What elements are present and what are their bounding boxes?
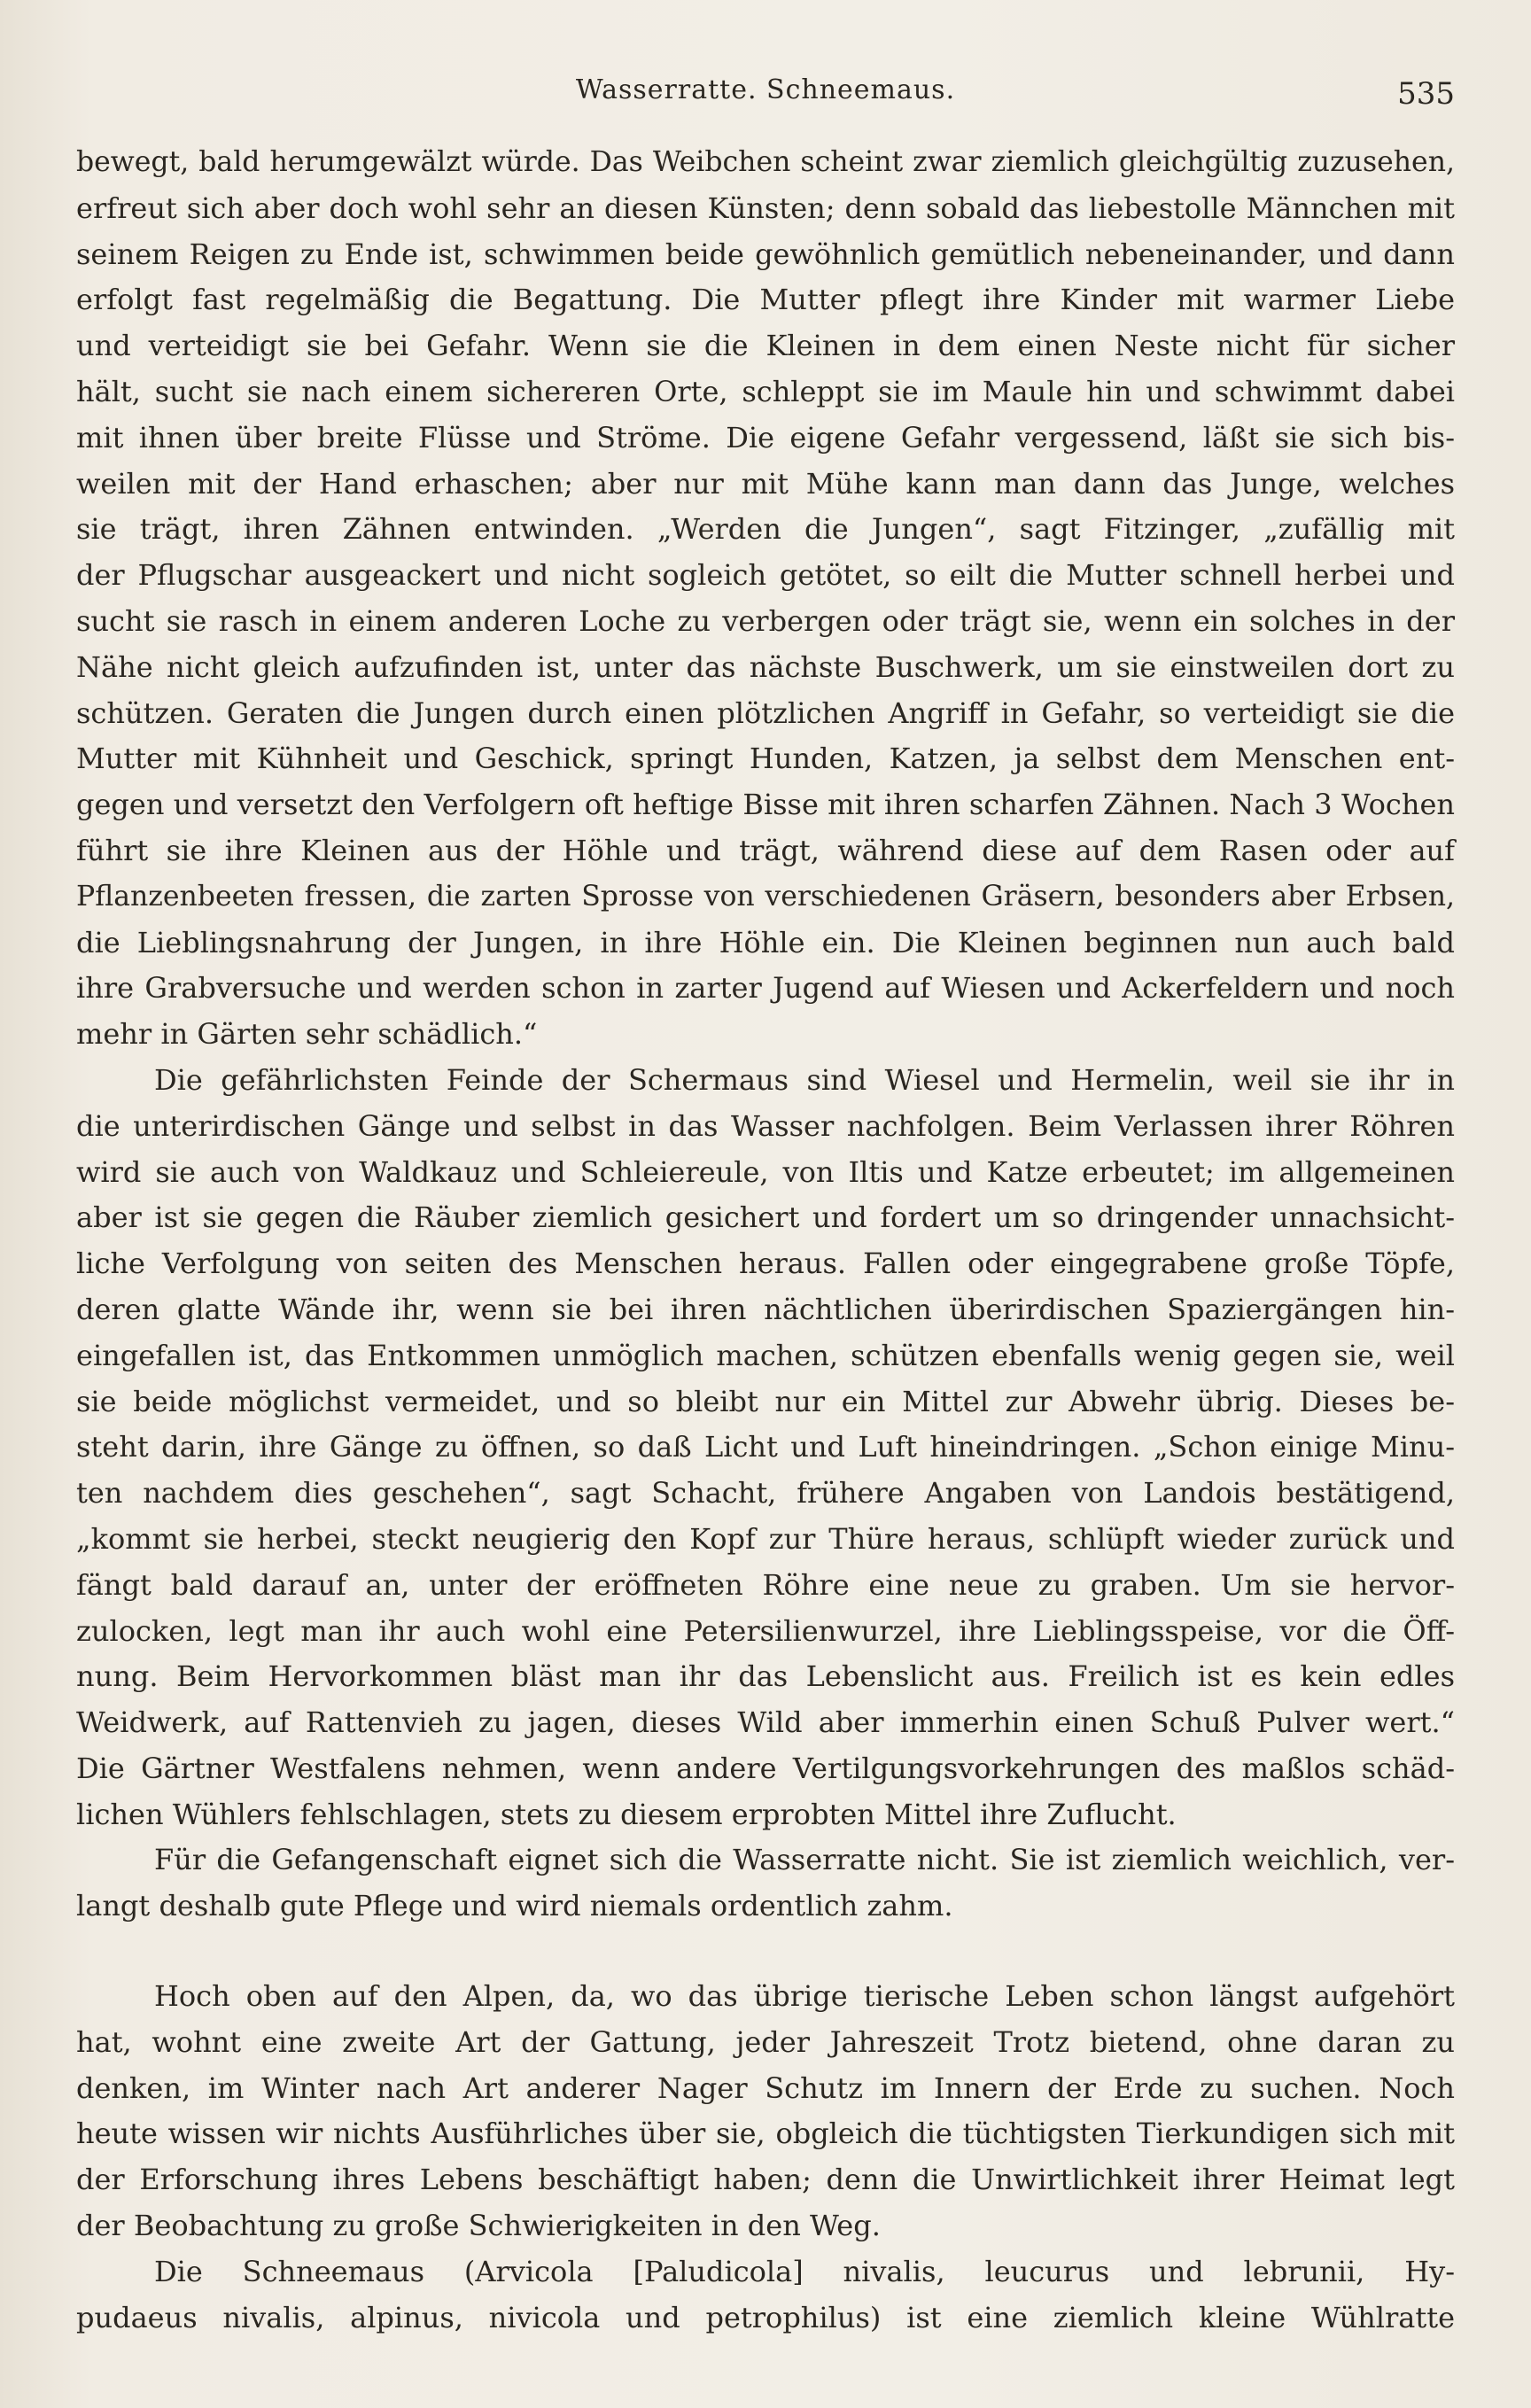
text-line: erfreut sich aber doch wohl sehr an diesen Künsten; denn sobald das liebestolle Männchen mit — [76, 190, 1455, 225]
section-gap — [76, 1930, 1455, 1974]
page-header — [76, 69, 1455, 113]
text-line: schützen. Geraten die Jungen durch einen plötzlichen Angriff in Gefahr, so verteidigt sie die — [76, 695, 1455, 730]
text-line: hält, sucht sie nach einem sichereren Orte, schleppt sie im Maule hin und schwimmt dabei — [76, 374, 1455, 408]
text-line: ten nachdem dies geschehen“, sagt Schacht, frühere Angaben von Landois bestätigend, — [76, 1476, 1455, 1511]
text-line: sie beide möglichst vermeidet, und so bleibt nur ein Mittel zur Abwehr übrig. Dieses be- — [76, 1384, 1455, 1418]
running-title: Wasserratte. Schneemaus. — [575, 74, 956, 105]
text-line: pudaeus nivalis, alpinus, nivicola und petrophilus) ist eine ziemlich kleine Wühlratte — [76, 2300, 1455, 2334]
text-line: bewegt, bald herumgewälzt würde. Das Weibchen scheint zwar ziemlich gleichgültig zuzusehen, — [76, 146, 1455, 178]
text-line: seinem Reigen zu Ende ist, schwimmen beide gewöhnlich gemütlich nebeneinander, und dann — [76, 237, 1455, 271]
text-line: Nähe nicht gleich aufzufinden ist, unter das nächste Buschwerk, um sie einstweilen dort zu — [76, 649, 1455, 684]
text-line: der Pflugschar ausgeackert und nicht sogleich getötet, so eilt die Mutter schnell herbei und — [76, 558, 1455, 593]
text-line: führt sie ihre Kleinen aus der Höhle und trägt, während diese auf dem Rasen oder auf — [76, 833, 1455, 867]
text-line: der Beobachtung zu große Schwierigkeiten in den Weg. — [76, 2209, 881, 2243]
text-line: weilen mit der Hand erhaschen; aber nur mit Mühe kann man dann das Junge, welches — [76, 466, 1455, 501]
text-line: der Erforschung ihres Lebens beschäftigt haben; denn die Unwirtlichkeit ihrer Heimat legt — [76, 2163, 1455, 2197]
text-line: hat, wohnt eine zweite Art der Gattung, jeder Jahreszeit Trotz bietend, ohne daran zu — [76, 2024, 1455, 2059]
paragraph — [76, 1058, 1455, 1838]
text-line: steht darin, ihre Gänge zu öffnen, so daß Licht und Luft hineindringen. „Schon einige Minu- — [76, 1430, 1455, 1464]
text-line: mehr in Gärten sehr schädlich.“ — [76, 1017, 538, 1052]
text-line: mit ihnen über breite Flüsse und Ströme. Die eigene Gefahr vergessend, läßt sie sich bis- — [76, 420, 1455, 454]
text-line: langt deshalb gute Pflege und wird niemals ordentlich zahm. — [76, 1889, 953, 1923]
text-line: sucht sie rasch in einem anderen Loche zu verbergen oder trägt sie, wenn ein solches in der — [76, 603, 1455, 638]
text-line: Weidwerk, auf Rattenvieh zu jagen, dieses Wild aber immerhin einen Schuß Pulver wert.“ — [76, 1705, 1455, 1740]
text-line: wird sie auch von Waldkauz und Schleiereule, von Iltis und Katze erbeutet; im allgemeinen — [76, 1154, 1455, 1189]
text-line: aber ist sie gegen die Räuber ziemlich gesichert und fordert um so dringender unnachsicht- — [76, 1200, 1455, 1235]
text-line: Mutter mit Kühnheit und Geschick, springt Hunden, Katzen, ja selbst dem Menschen ent- — [76, 742, 1455, 776]
text-line: ihre Grabversuche und werden schon in zarter Jugend auf Wiesen und Ackerfeldern und noch — [76, 971, 1455, 1006]
text-line: fängt bald darauf an, unter der eröffneten Röhre eine neue zu graben. Um sie hervor- — [76, 1567, 1455, 1602]
body-text — [76, 140, 1455, 2341]
text-line: Die Gärtner Westfalens nehmen, wenn andere Vertilgungsvorkehrungen des maßlos schäd- — [76, 1751, 1455, 1785]
text-line: zulocken, legt man ihr auch wohl eine Petersilienwurzel, ihre Lieblingsspeise, vor die Öff- — [76, 1613, 1455, 1648]
text-line: liche Verfolgung von seiten des Menschen heraus. Fallen oder eingegrabene große Töpfe, — [76, 1247, 1455, 1281]
text-line: Pflanzenbeeten fressen, die zarten Sprosse von verschiedenen Gräsern, besonders aber Erbsen, — [76, 880, 1455, 913]
paragraph — [76, 2249, 1455, 2342]
text-line: eingefallen ist, das Entkommen unmöglich machen, schützen ebenfalls wenig gegen sie, weil — [76, 1338, 1455, 1372]
text-line: und verteidigt sie bei Gefahr. Wenn sie die Kleinen in dem einen Neste nicht für sicher — [76, 329, 1455, 363]
text-line: heute wissen wir nichts Ausführliches über sie, obgleich die tüchtigsten Tierkundigen sich mit — [76, 2117, 1455, 2151]
page-number: 535 — [1397, 76, 1455, 112]
text-line: die Lieblingsnahrung der Jungen, in ihre Höhle ein. Die Kleinen beginnen nun auch bald — [76, 925, 1455, 959]
paragraph — [76, 1974, 1455, 2249]
text-line: denken, im Winter nach Art anderer Nager Schutz im Innern der Erde zu suchen. Noch — [76, 2070, 1455, 2105]
text-line: erfolgt fast regelmäßig die Begattung. Die Mutter pflegt ihre Kinder mit warmer Liebe — [76, 283, 1455, 317]
text-line: sie trägt, ihren Zähnen entwinden. „Werden die Jungen“, sagt Fitzinger, „zufällig mit — [76, 512, 1455, 547]
text-line: Die gefährlichsten Feinde der Schermaus sind Wiesel und Hermelin, weil sie ihr in — [154, 1062, 1455, 1097]
text-line: Die Schneemaus (Arvicola [Paludicola] nivalis, leucurus und lebrunii, Hy- — [154, 2254, 1455, 2288]
text-line: lichen Wühlers fehlschlagen, stets zu diesem erprobten Mittel ihre Zuflucht. — [76, 1797, 1177, 1831]
text-line: deren glatte Wände ihr, wenn sie bei ihren nächtlichen überirdischen Spaziergängen hin- — [76, 1292, 1455, 1326]
text-line: nung. Beim Hervorkommen bläst man ihr das Lebenslicht aus. Freilich ist es kein edles — [76, 1659, 1455, 1694]
paragraph — [76, 140, 1455, 1058]
text-line: gegen und versetzt den Verfolgern oft heftige Bisse mit ihren scharfen Zähnen. Nach 3 Wochen — [76, 788, 1455, 822]
text-line: die unterirdischen Gänge und selbst in das Wasser nachfolgen. Beim Verlassen ihrer Röhren — [76, 1108, 1455, 1143]
text-line: Für die Gefangenschaft eignet sich die Wasserratte nicht. Sie ist ziemlich weichlich, ver- — [154, 1843, 1455, 1877]
text-line: „kommt sie herbei, steckt neugierig den Kopf zur Thüre heraus, schlüpft wieder zurück und — [76, 1521, 1455, 1556]
paragraph — [76, 1837, 1455, 1930]
text-line: Hoch oben auf den Alpen, da, wo das übrige tierische Leben schon längst aufgehört — [154, 1979, 1455, 2014]
